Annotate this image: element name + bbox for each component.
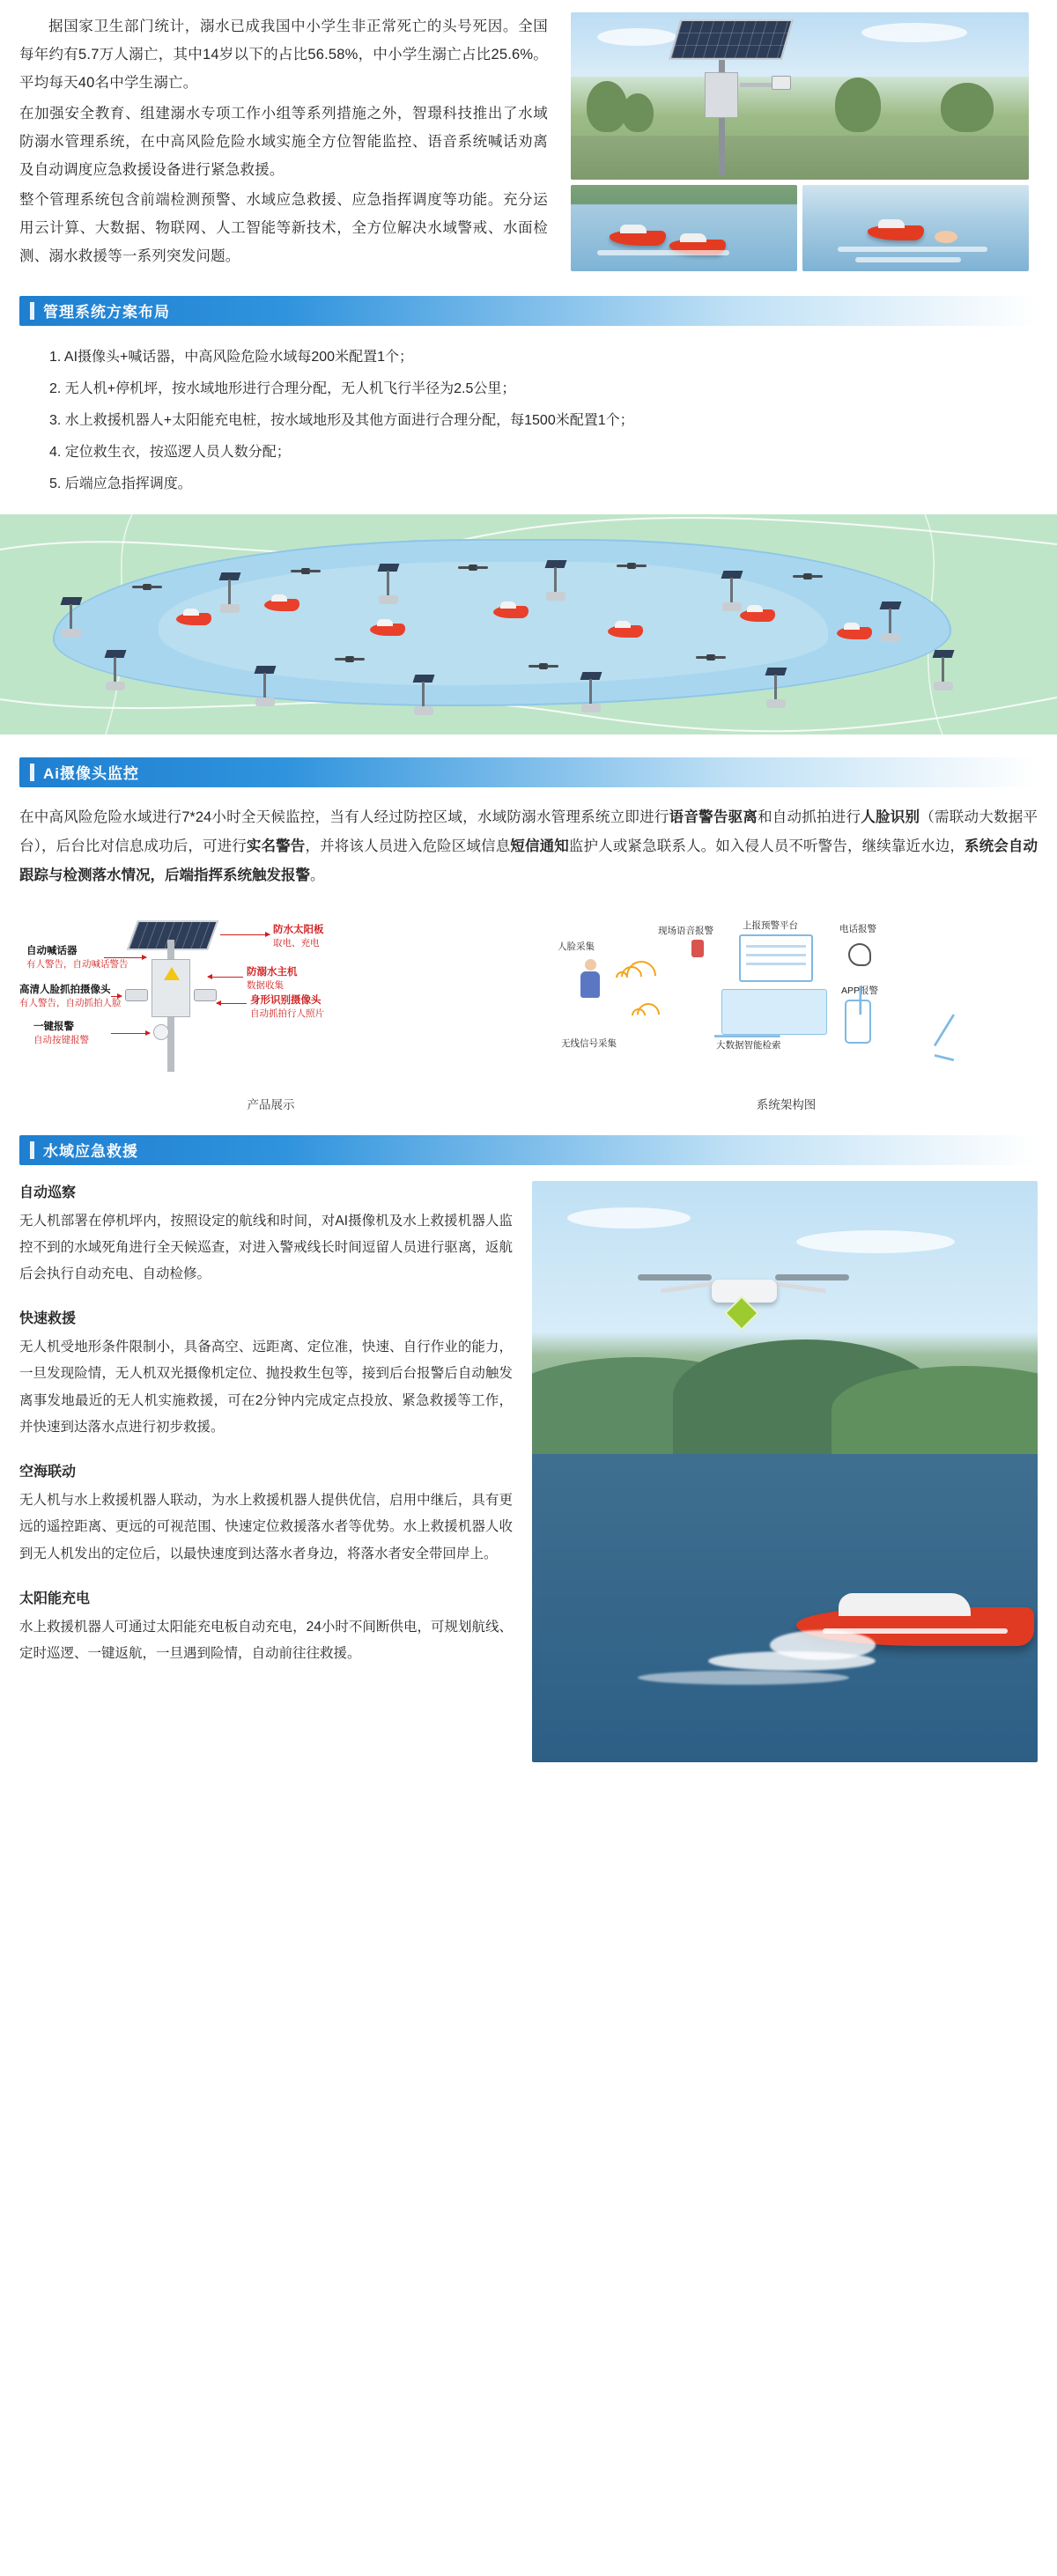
face-camera-icon bbox=[125, 989, 148, 1001]
node-wireless-capture: 无线信号采集 bbox=[561, 1037, 617, 1049]
text-part: 在中高风险危险水域进行7*24小时全天候监控，当有人经过防控区域，水域防溺水管理系统立即进行 bbox=[19, 808, 669, 825]
rescue-heading: 快速救援 bbox=[19, 1311, 77, 1327]
drone-icon bbox=[132, 583, 162, 592]
text-part: 和自动抓拍进行 bbox=[758, 808, 861, 825]
list-item: 5. 后端应急指挥调度。 bbox=[49, 476, 192, 491]
label-main-unit: 防溺水主机 数据收集 bbox=[247, 966, 298, 991]
architecture-diagram bbox=[535, 904, 1038, 1112]
emergency-button-icon bbox=[153, 1024, 169, 1040]
intro-images bbox=[571, 12, 1029, 273]
rescue-block bbox=[19, 1587, 513, 1667]
product-diagram bbox=[19, 904, 522, 1112]
text-part: ，并将该人员进入危险区域信息 bbox=[305, 838, 511, 854]
drone-icon bbox=[291, 567, 321, 576]
section-tick-icon bbox=[30, 764, 34, 781]
rescue-block bbox=[19, 1307, 513, 1441]
text-part-bold: 实名警告 bbox=[246, 838, 306, 854]
drone-icon bbox=[335, 655, 365, 664]
drone-icon bbox=[793, 572, 823, 581]
section-tick-icon bbox=[30, 302, 34, 320]
node-bigdata-search: 大数据智能检索 bbox=[716, 1039, 781, 1051]
label-solar-panel: 防水太阳板 取电、充电 bbox=[273, 924, 324, 948]
intro-paragraph-1: 据国家卫生部门统计，溺水已成我国中小学生非正常死亡的头号死因。全国每年约有5.7万人溺亡，其中14岁以下的占比56.58%，中小学生溺亡占比25.6%。平均每天40名中学生溺亡。 bbox=[19, 18, 548, 92]
leader-line bbox=[208, 977, 243, 978]
intro-sub-images bbox=[571, 185, 1029, 271]
section-tick-icon bbox=[30, 1141, 34, 1159]
text-part: （需联动大数据平台），后台比对信息成功后，可进行 bbox=[19, 808, 1039, 854]
label-body-camera: 身形识别摄像头 自动抓拍行人照片 bbox=[250, 994, 324, 1019]
node-app-alarm: APP报警 bbox=[841, 985, 879, 996]
list-item: 1. AI摄像头+喊话器，中高风险危险水域每200米配置1个； bbox=[49, 349, 413, 365]
rescue-body: 无人机受地形条件限制小，具备高空、远距离、定位准，快速、自行作业的能力，一旦发现险情，无人机双光摄像机定位、抛投救生包等，接到后台报警后自动触发离事发地最近的无人机实施救援，可在2分钟内完成定点投放、紧急救援等工作，并快速到达落水点进行初步救援。 bbox=[19, 1340, 513, 1435]
node-report-platform: 上报预警平台 bbox=[743, 919, 798, 931]
rescue-body: 水上救援机器人可通过太阳能充电板自动充电，24小时不间断供电，可规划航线、定时巡逻、一键返航，一旦遇到险情，自动前往往救援。 bbox=[19, 1619, 513, 1661]
diagram-row bbox=[0, 890, 1057, 1112]
text-part-bold: 语音警告驱离 bbox=[669, 808, 758, 825]
rescue-robot-icon bbox=[837, 627, 872, 639]
rescue-robot-icon bbox=[608, 625, 643, 638]
node-face-capture: 人脸采集 bbox=[558, 941, 595, 952]
section-title-camera: Ai摄像头监控 bbox=[43, 765, 139, 783]
drone-icon bbox=[696, 653, 726, 662]
label-one-key-alarm: 一键报警 自动按键报警 bbox=[33, 1021, 89, 1045]
rescue-heading: 自动巡察 bbox=[19, 1185, 77, 1200]
rescue-block bbox=[19, 1460, 513, 1568]
rescue-heading: 空海联动 bbox=[19, 1465, 77, 1480]
main-unit-icon bbox=[152, 959, 190, 1017]
drone-icon bbox=[617, 562, 647, 571]
rescue-robot-icon bbox=[740, 609, 775, 622]
section-title-rescue: 水域应急救援 bbox=[43, 1143, 138, 1161]
rescue-robot-icon bbox=[176, 613, 211, 625]
product-diagram-canvas bbox=[19, 904, 522, 1089]
drone-photo-subject bbox=[638, 1255, 849, 1325]
intro-paragraph-2: 在加强安全教育、组建溺水专项工作小组等系列措施之外，智璟科技推出了水域防溺水管理系统，在中高风险危险水域实施全方位智能监控、语音系统喊话劝离及自动调度应急救援设备进行紧急救援。 bbox=[19, 105, 548, 178]
product-diagram-caption: 产品展示 bbox=[247, 1097, 295, 1111]
node-phone-alarm: 电话报警 bbox=[839, 923, 876, 934]
rescue-heading: 太阳能充电 bbox=[19, 1591, 91, 1606]
rescue-text-column bbox=[19, 1181, 513, 1762]
drone-icon bbox=[528, 662, 558, 671]
body-camera-icon bbox=[194, 989, 217, 1001]
list-item: 4. 定位救生衣，按巡逻人员人数分配； bbox=[49, 444, 291, 460]
architecture-diagram-caption: 系统架构图 bbox=[756, 1097, 817, 1111]
label-speaker: 自动喊话器 有人警告，自动喊话警告 bbox=[26, 945, 129, 970]
rescue-block bbox=[19, 1181, 513, 1288]
section-header-camera bbox=[19, 757, 1038, 787]
list-item: 2. 无人机+停机坪，按水域地形进行合理分配，无人机飞行半径为2.5公里； bbox=[49, 380, 516, 396]
photo-rescue-swimmer bbox=[802, 185, 1029, 271]
leader-line bbox=[111, 1033, 150, 1034]
architecture-canvas bbox=[535, 904, 1038, 1089]
drone-icon bbox=[458, 564, 488, 572]
camera-paragraph bbox=[0, 787, 1057, 890]
rescue-robot-icon bbox=[264, 599, 299, 611]
photo-monitoring-station bbox=[571, 12, 1029, 180]
intro-text bbox=[19, 12, 548, 273]
rescue-section bbox=[0, 1165, 1057, 1762]
text-part: 监护人或紧急联系人。如入侵人员不听警告，继续靠近水边， bbox=[568, 838, 965, 854]
layout-list bbox=[0, 342, 1057, 500]
list-item: 3. 水上救援机器人+太阳能充电桩，按水域地形及其他方面进行合理分配，每1500米配置1个； bbox=[49, 412, 634, 428]
text-part-bold: 短信通知 bbox=[510, 838, 569, 854]
deployment-map-illustration bbox=[0, 514, 1057, 734]
rescue-robot-icon bbox=[493, 606, 528, 618]
rescue-robot-icon bbox=[370, 624, 405, 636]
section-header-layout bbox=[19, 296, 1038, 326]
label-face-camera: 高清人脸抓拍摄像头 有人警告，自动抓拍人脸 bbox=[19, 984, 122, 1008]
intro-paragraph-3: 整个管理系统包含前端检测预警、水域应急救援、应急指挥调度等功能。充分运用云计算、大数据、物联网、人工智能等新技术，全方位解决水域警戒、水面检测、溺水救援等一系列突发问题。 bbox=[19, 192, 548, 265]
rescue-body: 无人机部署在停机坪内，按照设定的航线和时间，对AI摄像机及水上救援机器人监控不到的水域死角进行全天候巡查，对进入警戒线长时间逗留人员进行驱离，返航后会执行自动充电、自动检修。 bbox=[19, 1213, 513, 1281]
photo-drone-and-boat bbox=[532, 1181, 1038, 1762]
arch-connectors bbox=[535, 904, 1038, 1156]
leader-line bbox=[217, 1003, 247, 1004]
warning-triangle-icon bbox=[164, 967, 180, 980]
text-part: 。 bbox=[310, 867, 325, 883]
intro-section bbox=[0, 0, 1057, 273]
text-part-bold: 人脸识别 bbox=[861, 808, 920, 825]
rescue-body: 无人机与水上救援机器人联动，为水上救援机器人提供优信，启用中继后，具有更远的遥控距离、更远的可视范围、快速定位救援落水者等优势。水上救援机器人收到无人机发出的定位后，以最快速度到达落水者身边，将落水者安全带回岸上。 bbox=[19, 1493, 513, 1561]
photo-rescue-boats bbox=[571, 185, 797, 271]
section-title-layout: 管理系统方案布局 bbox=[43, 304, 170, 321]
text-part-bold: 系统会自动跟踪与检测落水情况，后端指挥系统触发报警 bbox=[19, 838, 1039, 883]
leader-line bbox=[220, 934, 270, 935]
node-onsite-voice-alarm: 现场语音报警 bbox=[658, 925, 713, 936]
